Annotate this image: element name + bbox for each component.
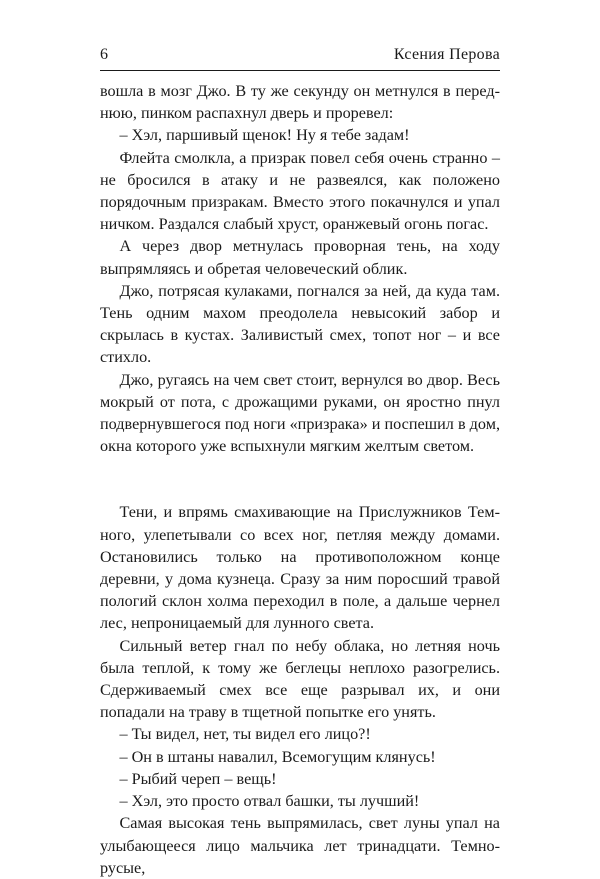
paragraph: А через двор метнулась проворная тень, на ходу выпрямляясь и обретая человеческий облик. [100,237,500,278]
dialogue-line: – Хэл, паршивый щенок! Ну я тебе задам! [119,126,410,145]
dialogue-line: – Хэл, это просто отвал башки, ты лучший! [119,792,420,811]
page-number: 6 [100,46,108,63]
paragraph: вошла в мозг Джо. В ту же секунду он метнулся в переднюю, пинком распахнул дверь и проревел: [100,82,500,123]
body-text [100,80,500,879]
paragraph: Джо, потрясая кулаками, погнался за ней, да куда там. Тень одним махом преодолела невысокий забор и скрылась в кустах. Заливистый смех, топот ног – и все стихло. [100,281,500,367]
paragraph: Тени, и впрямь смахивающие на Прислужников Темного, улепетывали со всех ног, петляя между домами. Остановились только на противоположном конце деревни, у дома кузнеца. Сразу за ним поросший травой пологий склон холма переходил в поле, а дальше чернел лес, непроницаемый для лунного света. [100,503,500,633]
running-title-author: Ксения Перова [393,46,500,63]
paragraph: Джо, ругаясь на чем свет стоит, вернулся во двор. Весь мокрый от пота, с дрожащими руками, он яростно пнул подвернувшегося под ноги «призрака» и поспешил в дом, окна которого уже вспыхнули мягким желтым светом. [100,370,500,456]
dialogue-line: – Рыбий череп – вещь! [119,769,277,788]
section-break [100,457,500,501]
dialogue-line: – Он в штаны навалил, Всемогущим клянусь! [119,747,436,766]
dialogue-line: – Ты видел, нет, ты видел его лицо?! [119,725,371,744]
paragraph: Самая высокая тень выпрямилась, свет луны упал на улыбающееся лицо мальчика лет тринадцати. Темно-русые, [100,814,500,877]
running-head [100,44,500,66]
paragraph: Флейта смолкла, а призрак повел себя очень странно – не бросился в атаку и не развеялся, как положено порядочным призракам. Вместо этого покачнулся и упал ничком. Раздался слабый хруст, оранжевый огонь погас. [100,148,500,234]
header-rule [100,70,500,71]
paragraph: Сильный ветер гнал по небу облака, но летняя ночь была теплой, к тому же беглецы неплохо разогрелись. Сдерживаемый смех все еще разрывал их, и они попадали на траву в тщетной попытке его унять. [100,636,500,722]
